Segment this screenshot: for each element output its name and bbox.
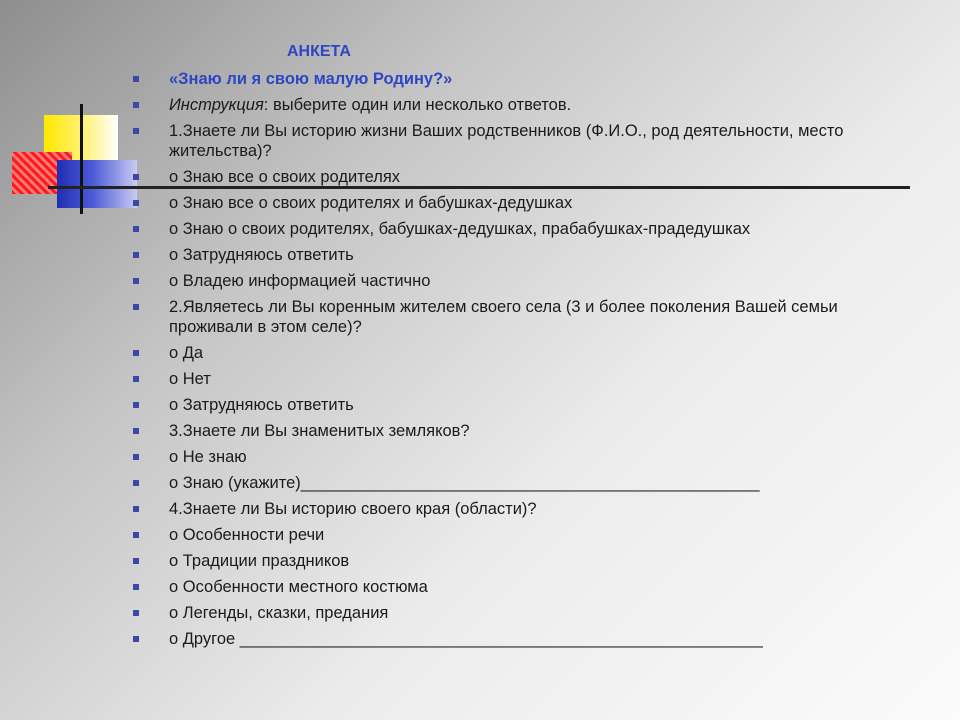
question-3: 3.Знаете ли Вы знаменитых земляков? [130, 421, 890, 441]
answer-option: о Владею информацией частично [130, 271, 890, 291]
answer-option: о Легенды, сказки, предания [130, 603, 890, 623]
question-4: 4.Знаете ли Вы историю своего края (области)? [130, 499, 890, 519]
answer-option: о Знаю все о своих родителях [130, 167, 890, 187]
question-1: 1.Знаете ли Вы историю жизни Ваших родственников (Ф.И.О., род деятельности, место жительства)? [130, 121, 890, 161]
page-title: АНКЕТА [287, 43, 351, 60]
answer-option: о Да [130, 343, 890, 363]
instruction-item [130, 95, 890, 115]
answer-option: о Затрудняюсь ответить [130, 395, 890, 415]
subtitle-item [130, 69, 890, 89]
instruction-text: : выберите один или несколько ответов. [263, 96, 572, 114]
answer-option: о Затрудняюсь ответить [130, 245, 890, 265]
questionnaire-list [130, 69, 890, 655]
answer-option: о Другое _________________________________________________________ [130, 629, 890, 649]
answer-option: о Особенности речи [130, 525, 890, 545]
question-2: 2.Являетесь ли Вы коренным жителем своего села (3 и более поколения Вашей семьи проживали в этом селе)? [130, 297, 890, 337]
answer-option: о Знаю (укажите)__________________________________________________ [130, 473, 890, 493]
blue-square-decoration [57, 160, 137, 208]
answer-option: о Знаю все о своих родителях и бабушках-дедушках [130, 193, 890, 213]
vertical-line-decoration [80, 104, 83, 214]
instruction-label: Инструкция [169, 96, 264, 114]
answer-option: о Не знаю [130, 447, 890, 467]
subtitle: «Знаю ли я свою малую Родину?» [169, 70, 453, 88]
answer-option: о Знаю о своих родителях, бабушках-дедушках, прабабушках-прадедушках [130, 219, 890, 239]
answer-option: о Традиции праздников [130, 551, 890, 571]
answer-option: о Нет [130, 369, 890, 389]
answer-option: о Особенности местного костюма [130, 577, 890, 597]
